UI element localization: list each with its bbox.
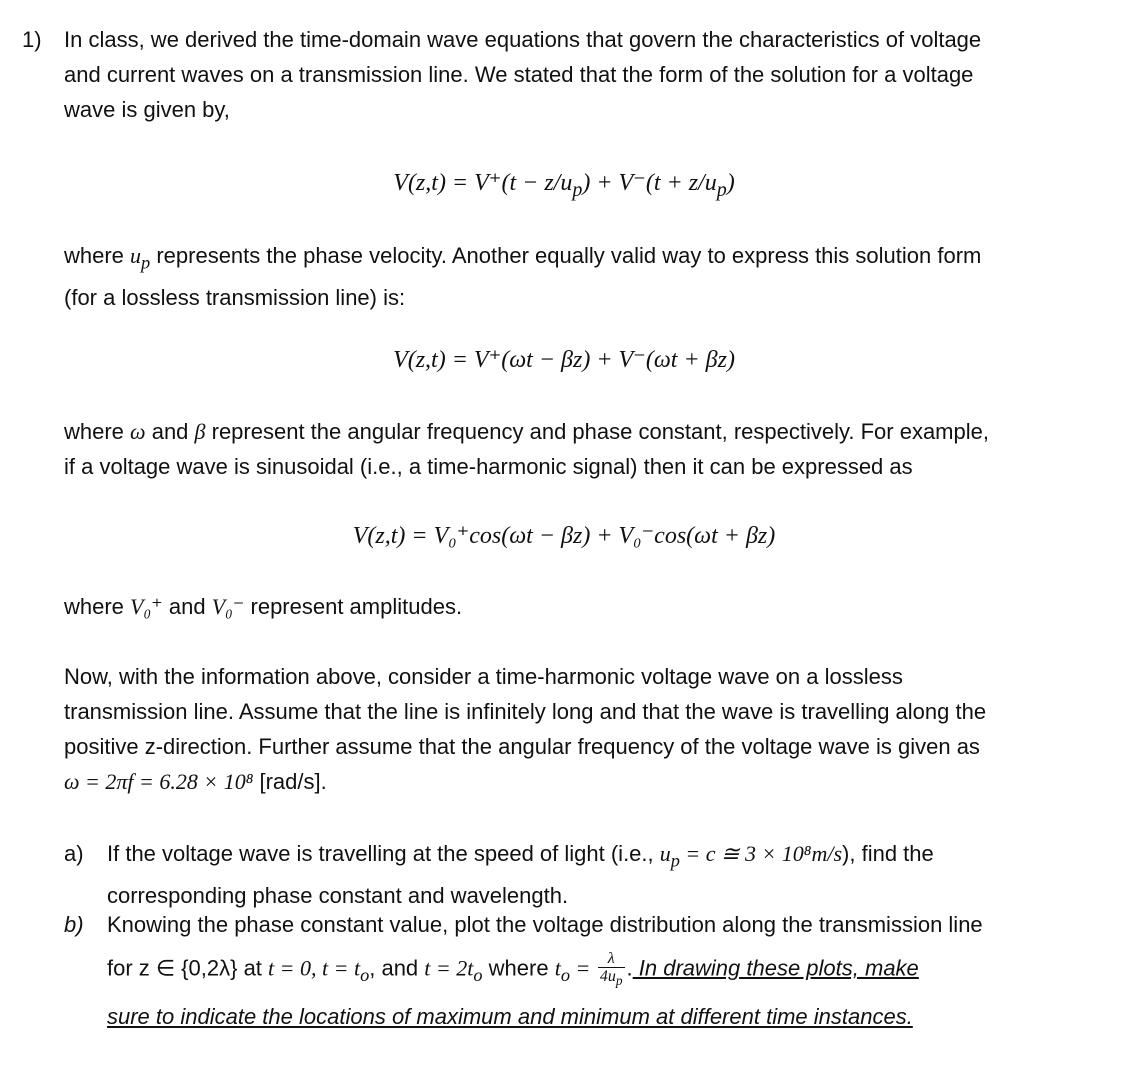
eq1-part-b: ) + V⁻(t + z/u bbox=[582, 170, 717, 196]
where3-v-minus: V₀⁻ bbox=[211, 594, 245, 619]
part-b-and: , and bbox=[369, 955, 425, 981]
fraction-den-sub: p bbox=[615, 973, 623, 989]
omega-units: [rad/s]. bbox=[253, 769, 327, 794]
part-b-t1: t = 0, t = t bbox=[268, 955, 361, 981]
where3-v-plus: V₀⁺ bbox=[130, 594, 163, 619]
where1-line-2: (for a lossless transmission line) is: bbox=[64, 285, 406, 311]
part-b-to: t bbox=[554, 955, 561, 981]
where3-text-a: where bbox=[64, 594, 131, 619]
equation-2: V(z,t) = V⁺(ωt − βz) + V⁻(ωt + βz) bbox=[393, 347, 735, 373]
part-a-text bbox=[107, 836, 1107, 913]
where1-line-1 bbox=[64, 238, 1104, 280]
where3-text-c: represent amplitudes. bbox=[244, 594, 463, 619]
where-paragraph-3 bbox=[64, 589, 1104, 624]
part-b-instruction-a: In drawing these plots, make bbox=[632, 955, 919, 981]
part-b-t2: t = 2t bbox=[424, 955, 474, 981]
part-b-line-2 bbox=[107, 950, 1107, 993]
part-a-line-1 bbox=[107, 836, 1107, 878]
part-a-text-a: If the voltage wave is travelling at the speed of light (i.e., bbox=[107, 841, 660, 866]
where2-line-1 bbox=[64, 414, 1104, 449]
fraction-numerator: λ bbox=[598, 950, 625, 968]
eq1-part-a: V(z,t) = V⁺(t − z/u bbox=[393, 170, 573, 196]
where-paragraph-1 bbox=[64, 238, 1104, 315]
part-b-period: . bbox=[626, 955, 633, 981]
now-line-2: transmission line. Assume that the line is infinitely long and that the wave is travelling along the bbox=[64, 699, 987, 724]
intro-line-2: and current waves on a transmission line. We stated that the form of the solution for a voltage bbox=[64, 62, 974, 87]
part-b-t1-sub: o bbox=[360, 964, 370, 985]
where2-text-c: represent the angular frequency and phase constant, respectively. For example, bbox=[205, 419, 989, 444]
where3-text-b: and bbox=[162, 594, 212, 619]
question-number: 1) bbox=[22, 27, 42, 52]
eq1-part-c: ) bbox=[726, 170, 735, 196]
now-line-3: positive z-direction. Further assume that the angular frequency of the voltage wave is given as bbox=[64, 734, 980, 759]
part-a-line-2: corresponding phase constant and wavelength. bbox=[107, 883, 569, 909]
where1-text-a: where bbox=[64, 243, 131, 268]
part-b-range: for z ∈ {0,2λ} at bbox=[107, 955, 269, 981]
intro-line-3: wave is given by, bbox=[64, 97, 230, 122]
where2-omega: ω bbox=[130, 419, 146, 444]
part-b-to-sub: o bbox=[560, 964, 570, 985]
where-paragraph-2 bbox=[64, 414, 1104, 484]
now-line-1: Now, with the information above, consider a time-harmonic voltage wave on a lossless bbox=[64, 664, 903, 689]
equation-3: V(z,t) = V₀⁺cos(ωt − βz) + V₀⁻cos(ωt + βz) bbox=[352, 523, 776, 549]
where1-sub: p bbox=[141, 252, 151, 273]
where2-text-b: and bbox=[145, 419, 195, 444]
now-line-4 bbox=[64, 764, 1104, 799]
eq1-sub-b: p bbox=[716, 178, 727, 201]
fraction-denominator bbox=[598, 968, 625, 989]
where2-text-a: where bbox=[64, 419, 131, 444]
part-a-speed: = c ≅ 3 × 10⁸m/s bbox=[679, 841, 843, 866]
part-a-text-end: ), find the bbox=[842, 841, 934, 866]
where1-text-b: represents the phase velocity. Another equally valid way to express this solution form bbox=[150, 243, 982, 268]
part-a-label: a) bbox=[64, 841, 84, 866]
omega-value: ω = 2πf = 6.28 × 10⁸ bbox=[64, 769, 254, 794]
where1-var: u bbox=[130, 243, 142, 268]
where2-beta: β bbox=[194, 419, 206, 444]
part-b-line-3: sure to indicate the locations of maximum and minimum at different time instances. bbox=[107, 1003, 913, 1029]
now-paragraph bbox=[64, 659, 1104, 799]
part-b-fraction bbox=[598, 950, 625, 989]
eq1-sub-a: p bbox=[572, 178, 583, 201]
part-b-label: b) bbox=[64, 912, 84, 937]
part-b-text bbox=[107, 907, 1107, 1034]
intro-line-1: In class, we derived the time-domain wave equations that govern the characteristics of voltage bbox=[64, 27, 982, 52]
part-a-up: u bbox=[659, 841, 671, 866]
part-b-line-1: Knowing the phase constant value, plot the voltage distribution along the transmission line bbox=[107, 912, 983, 937]
part-a-up-sub: p bbox=[670, 850, 680, 871]
part-b-t2-sub: o bbox=[473, 964, 483, 985]
where2-line-2: if a voltage wave is sinusoidal (i.e., a time-harmonic signal) then it can be expressed as bbox=[64, 454, 913, 479]
intro-paragraph bbox=[64, 22, 1104, 127]
equation-1 bbox=[0, 166, 1128, 208]
fraction-den-text: 4u bbox=[599, 968, 616, 985]
part-b-where: where bbox=[482, 955, 555, 981]
part-b-equals: = bbox=[569, 955, 596, 981]
